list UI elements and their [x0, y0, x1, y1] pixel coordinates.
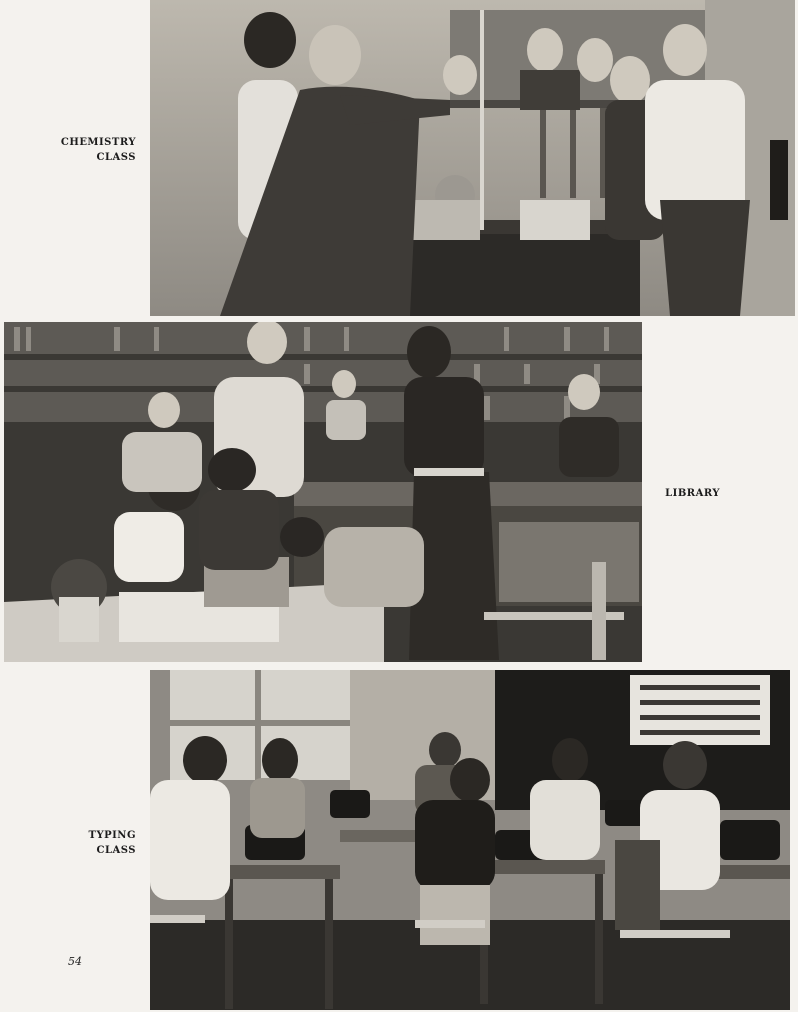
caption-line: LIBRARY [665, 488, 720, 499]
caption-line: CLASS [96, 152, 136, 163]
caption-line: TYPING [88, 830, 136, 841]
caption-line: CHEMISTRY [60, 137, 136, 148]
library-photo [4, 322, 642, 662]
typing-class-photo [150, 670, 790, 1010]
chemistry-class-caption [40, 135, 136, 165]
chemistry-photo-illustration [150, 0, 795, 316]
typing-class-caption [40, 828, 136, 858]
library-caption [650, 486, 720, 501]
chemistry-class-photo [150, 0, 795, 316]
library-photo-illustration [4, 322, 642, 662]
typing-photo-illustration [150, 670, 790, 1010]
page-number: 54 [68, 955, 82, 968]
caption-line: CLASS [96, 845, 136, 856]
